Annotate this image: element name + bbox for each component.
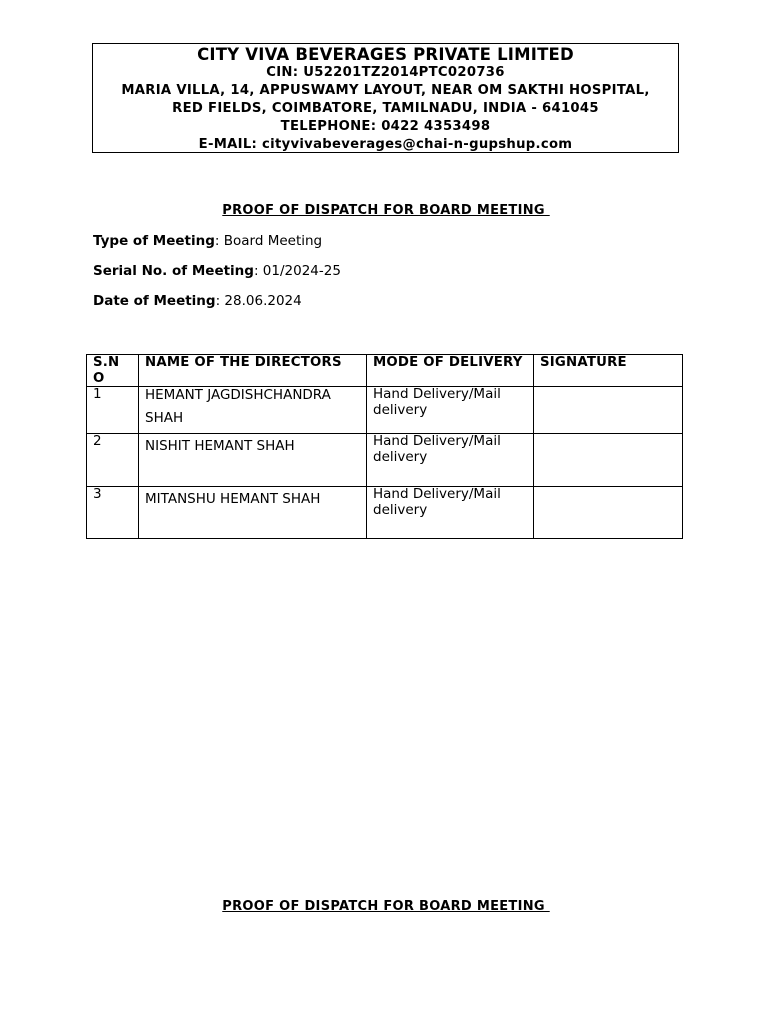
company-telephone: TELEPHONE: 0422 4353498 xyxy=(280,119,491,134)
company-address-line1: MARIA VILLA, 14, APPUSWAMY LAYOUT, NEAR OM SAKTHI HOSPITAL, xyxy=(121,83,650,98)
company-email: E-MAIL: cityvivabeverages@chai-n-gupshup.com xyxy=(198,137,573,152)
header-sno: S.N O xyxy=(87,355,139,387)
meeting-type-line xyxy=(93,233,322,249)
meeting-date-label: Date of Meeting xyxy=(93,293,216,309)
meeting-type-label: Type of Meeting xyxy=(93,233,215,249)
meeting-serial-line xyxy=(93,263,341,279)
meeting-serial-label: Serial No. of Meeting xyxy=(93,263,254,279)
cell-sno: 1 xyxy=(87,387,139,434)
meeting-date-value: : 28.06.2024 xyxy=(215,293,302,309)
cell-mode: Hand Delivery/Mail delivery xyxy=(367,434,534,487)
meeting-serial-value: : 01/2024-25 xyxy=(253,263,341,279)
header-signature: SIGNATURE xyxy=(534,355,683,387)
cell-name xyxy=(139,487,367,539)
director-name: NISHIT HEMANT SHAH xyxy=(145,438,295,454)
table-header-row xyxy=(87,355,683,387)
meeting-date-line xyxy=(93,293,302,309)
cell-name xyxy=(139,387,367,434)
cell-mode: Hand Delivery/Mail delivery xyxy=(367,387,534,434)
director-name: HEMANT JAGDISHCHANDRA SHAH xyxy=(145,387,331,426)
document-title: PROOF OF DISPATCH FOR BOARD MEETING xyxy=(222,203,550,218)
company-header-box xyxy=(92,43,679,153)
header-name: NAME OF THE DIRECTORS xyxy=(139,355,367,387)
cell-sno: 3 xyxy=(87,487,139,539)
company-name: CITY VIVA BEVERAGES PRIVATE LIMITED xyxy=(197,45,574,64)
cell-signature xyxy=(534,487,683,539)
cell-signature xyxy=(534,387,683,434)
cell-mode: Hand Delivery/Mail delivery xyxy=(367,487,534,539)
company-address-line2: RED FIELDS, COIMBATORE, TAMILNADU, INDIA - 641045 xyxy=(172,101,599,116)
directors-dispatch-table xyxy=(86,354,683,539)
cell-name xyxy=(139,434,367,487)
meeting-type-value: : Board Meeting xyxy=(214,233,323,249)
footer-document-title: PROOF OF DISPATCH FOR BOARD MEETING xyxy=(222,899,550,914)
company-cin: CIN: U52201TZ2014PTC020736 xyxy=(266,65,505,80)
cell-signature xyxy=(534,434,683,487)
table-row xyxy=(87,487,683,539)
director-name: MITANSHU HEMANT SHAH xyxy=(145,491,321,507)
table-row xyxy=(87,434,683,487)
header-mode: MODE OF DELIVERY xyxy=(367,355,534,387)
cell-sno: 2 xyxy=(87,434,139,487)
table-row xyxy=(87,387,683,434)
